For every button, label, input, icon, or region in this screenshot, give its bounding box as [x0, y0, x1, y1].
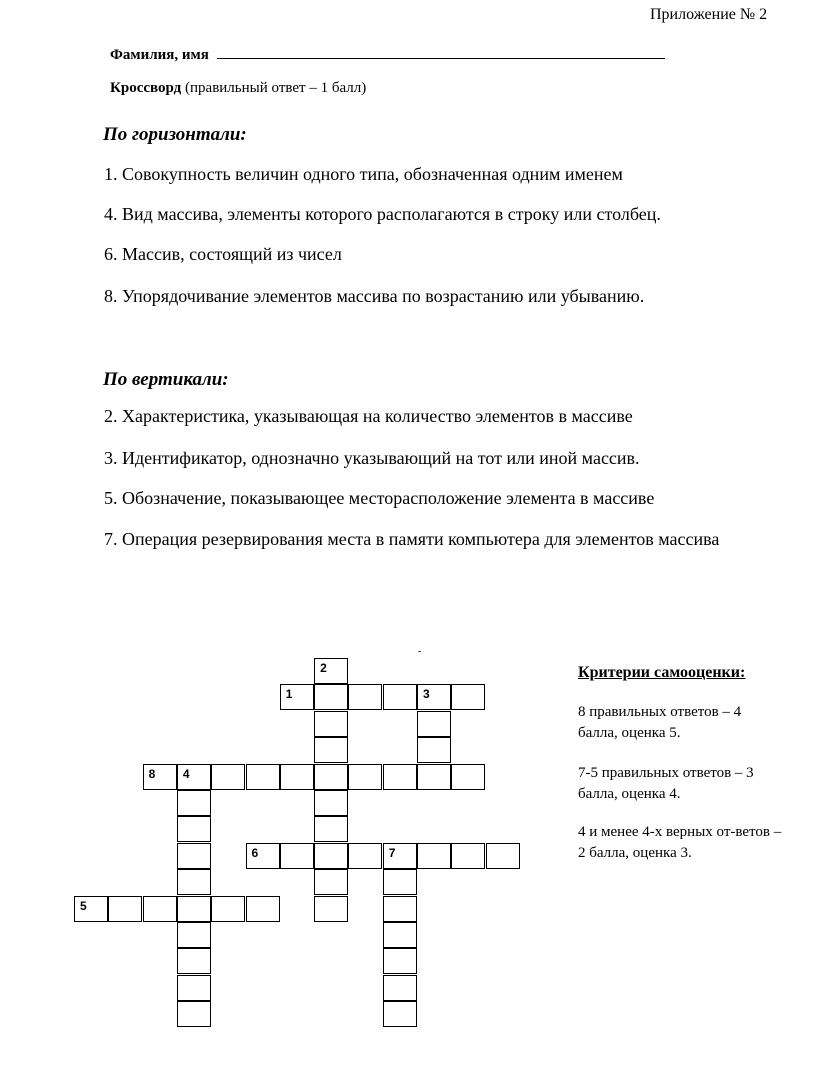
crossword-cell[interactable] — [451, 764, 485, 790]
crossword-number: 3 — [423, 687, 430, 702]
criteria-line-1: 8 правильных ответов – 4 балла, оценка 5. — [578, 704, 742, 741]
crossword-cell[interactable] — [314, 816, 348, 842]
crossword-cell[interactable] — [314, 790, 348, 816]
name-underline[interactable] — [217, 44, 665, 59]
crossword-cell[interactable] — [383, 1001, 417, 1027]
crossword-note: (правильный ответ – 1 балл) — [185, 80, 367, 96]
crossword-cell[interactable] — [314, 684, 348, 710]
crossword-cell[interactable] — [211, 764, 245, 790]
crossword-cell[interactable] — [246, 896, 280, 922]
crossword-cell[interactable] — [280, 684, 314, 710]
crossword-cell[interactable] — [211, 896, 245, 922]
crossword-cell[interactable] — [383, 764, 417, 790]
vertical-title: По вертикали: — [103, 369, 229, 390]
criteria-title: Критерии самооценки: — [578, 664, 746, 681]
crossword-cell[interactable] — [314, 658, 348, 684]
crossword-cell[interactable] — [348, 764, 382, 790]
crossword-cell[interactable] — [383, 869, 417, 895]
clue-down-2: 2. Характеристика, указывающая на количество элементов в массиве — [104, 406, 633, 426]
crossword-number: 4 — [182, 766, 190, 781]
crossword-cell[interactable] — [177, 869, 211, 895]
crossword-cell[interactable] — [383, 684, 417, 710]
crossword-cell[interactable] — [280, 843, 314, 869]
stray-mark: - — [418, 646, 422, 657]
crossword-cell[interactable] — [143, 764, 177, 790]
crossword-cell[interactable] — [383, 975, 417, 1001]
crossword-cell[interactable] — [177, 1001, 211, 1027]
crossword-number: 1 — [285, 687, 293, 702]
crossword-cell[interactable] — [143, 896, 177, 922]
clue-across-6: 6. Массив, состоящий из чисел — [104, 244, 342, 264]
crossword-cell[interactable] — [177, 816, 211, 842]
crossword-cell[interactable] — [177, 764, 211, 790]
crossword-number: 7 — [388, 845, 396, 860]
clue-down-7: 7. Операция резервирования места в памяти компьютера для элементов массива — [104, 529, 720, 549]
clue-down-3: 3. Идентификатор, однозначно указывающий на тот или иной массив. — [104, 448, 640, 468]
crossword-cell[interactable] — [246, 764, 280, 790]
crossword-number: 8 — [148, 766, 156, 781]
crossword-cell[interactable] — [451, 843, 485, 869]
crossword-cell[interactable] — [383, 922, 417, 948]
crossword-cell[interactable] — [417, 711, 451, 737]
crossword-cell[interactable] — [246, 843, 280, 869]
criteria-line-3: 4 и менее 4-х верных от-ветов – 2 балла, оценка 3. — [578, 824, 782, 861]
crossword-cell[interactable] — [417, 684, 451, 710]
criteria-line-2: 7-5 правильных ответов – 3 балла, оценка 4. — [578, 765, 754, 802]
crossword-cell[interactable] — [177, 896, 211, 922]
crossword-cell[interactable] — [417, 843, 451, 869]
clue-across-1: 1. Совокупность величин одного типа, обозначенная одним именем — [104, 164, 623, 184]
crossword-cell[interactable] — [314, 869, 348, 895]
crossword-number: 5 — [80, 898, 87, 913]
crossword-cell[interactable] — [177, 843, 211, 869]
crossword-cell[interactable] — [383, 896, 417, 922]
crossword-cell[interactable] — [177, 790, 211, 816]
crossword-cell[interactable] — [383, 948, 417, 974]
crossword-label: Кроссворд — [110, 80, 182, 96]
crossword-cell[interactable] — [314, 843, 348, 869]
crossword-cell[interactable] — [177, 975, 211, 1001]
crossword-cell[interactable] — [451, 684, 485, 710]
crossword-cell[interactable] — [417, 764, 451, 790]
crossword-cell[interactable] — [314, 764, 348, 790]
crossword-cell[interactable] — [177, 948, 211, 974]
crossword-cell[interactable] — [348, 843, 382, 869]
clue-down-5: 5. Обозначение, показывающее месторасположение элемента в массиве — [104, 488, 655, 508]
clue-across-4: 4. Вид массива, элементы которого располагаются в строку или столбец. — [104, 204, 661, 224]
appendix-label: Приложение № 2 — [650, 6, 768, 23]
crossword-number: 2 — [320, 661, 327, 675]
crossword-heading — [110, 80, 366, 97]
crossword-cell[interactable] — [314, 711, 348, 737]
crossword-number: 6 — [251, 845, 259, 860]
crossword-cell[interactable] — [348, 684, 382, 710]
crossword-cell[interactable] — [74, 896, 108, 922]
crossword-cell[interactable] — [314, 737, 348, 763]
name-field[interactable] — [110, 44, 665, 64]
crossword-cell[interactable] — [177, 922, 211, 948]
clue-across-8: 8. Упорядочивание элементов массива по возрастанию или убыванию. — [104, 286, 645, 306]
crossword-cell[interactable] — [314, 896, 348, 922]
crossword-cell[interactable] — [486, 843, 520, 869]
name-label: Фамилия, имя — [110, 47, 209, 63]
crossword-cell[interactable] — [383, 843, 417, 869]
horizontal-title: По горизонтали: — [103, 124, 247, 145]
crossword-cell[interactable] — [417, 737, 451, 763]
crossword-cell[interactable] — [280, 764, 314, 790]
crossword-cell[interactable] — [108, 896, 142, 922]
